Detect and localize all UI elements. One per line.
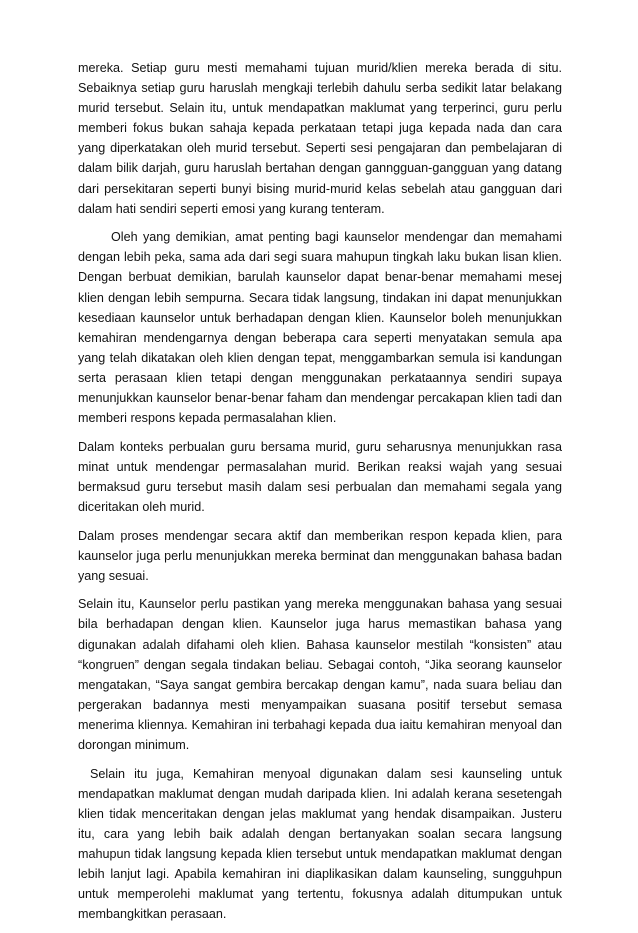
- paragraph-6: Selain itu juga, Kemahiran menyoal digunakan dalam sesi kaunseling untuk mendapatkan maklumat dengan mudah daripada klien. Ini adalah kerana sesetengah klien tidak menceritakan dengan jelas maklumat yang hendak disampaikan. Justeru itu, cara yang lebih baik adalah dengan bertanyakan soalan secara langsung mahupun tidak langsung kepada klien tersebut untuk mendapatkan maklumat dengan lebih lanjut lagi. Apabila kemahiran ini diaplikasikan dalam kaunseling, sungguhpun untuk memperolehi maklumat yang tertentu, fokusnya adalah ditumpukan untuk membangkitkan perasaan.: [78, 766, 562, 922]
- paragraph-2: Oleh yang demikian, amat penting bagi kaunselor mendengar dan memahami dengan lebih peka, sama ada dari segi suara mahupun tingkah laku bukan lisan klien. Dengan berbuat demikian, barulah kaunselor dapat benar-benar memahami mesej klien dengan lebih sempurna. Secara tidak langsung, tindakan ini dapat menunjukkan kesediaan kaunselor untuk berhadapan dengan klien. Kaunselor boleh menunjukkan kemahiran mendengarnya dengan beberapa cara seperti menyatakan semula apa yang telah dikatakan oleh klien dengan tepat, menggambarkan semula isi kandungan serta perasaan klien tetapi dengan menggunakan perkataannya sendiri supaya menunjukkan kaunselor benar-benar faham dan mendengar percakapan klien tadi dan memberi respons kepada permasalahan klien.: [78, 230, 562, 426]
- paragraph-3: Dalam konteks perbualan guru bersama murid, guru seharusnya menunjukkan rasa minat untuk mendengar permasalahan murid. Berikan reaksi wajah yang sesuai bermaksud guru tersebut masih dalam sesi perbualan dan memahami segala yang diceritakan oleh murid.: [78, 439, 562, 514]
- paragraph-1: mereka. Setiap guru mesti memahami tujuan murid/klien mereka berada di situ. Sebaiknya setiap guru haruslah mengkaji terlebih dahulu serba sedikit latar belakang murid tersebut. Selain itu, untuk mendapatkan maklumat yang terperinci, guru perlu memberi fokus bukan sahaja kepada perkataan tetapi juga kepada nada dan cara yang diperkatakan oleh murid tersebut. Seperti sesi pengajaran dan pembelajaran di dalam bilik darjah, guru haruslah bertahan dengan gannggua‌n-gangguan yang datang dari persekitaran seperti bunyi bising murid-murid kelas sebelah atau gangguan dari dalam hati sendiri seperti emosi yang kurang tenteram.: [78, 61, 562, 216]
- paragraph-4: Dalam proses mendengar secara aktif dan memberikan respon kepada klien, para kaunselor juga perlu menunjukkan mereka berminat dan menggunakan bahasa badan yang sesuai.: [78, 528, 562, 583]
- body-text: [78, 58, 562, 933]
- paragraph-5: Selain itu, Kaunselor perlu pastikan yang mereka menggunakan bahasa yang sesuai bila berhadapan dengan klien. Kaunselor juga harus memastikan bahasa yang digunakan adalah difahami oleh klien. Bahasa kaunselor mestilah “konsisten” atau “kongruen” dengan segala tindakan beliau. Sebagai contoh, “Jika seorang kaunselor mengatakan, “Saya sangat gembira bercakap dengan kamu”, nada suara beliau dan pergerakan badannya mesti menyampaikan suasana positif tersebut semasa menerima kliennya. Kemahiran ini terbahagi kepada dua iaitu kemahiran menyoal dan dorongan minimum.: [78, 597, 562, 752]
